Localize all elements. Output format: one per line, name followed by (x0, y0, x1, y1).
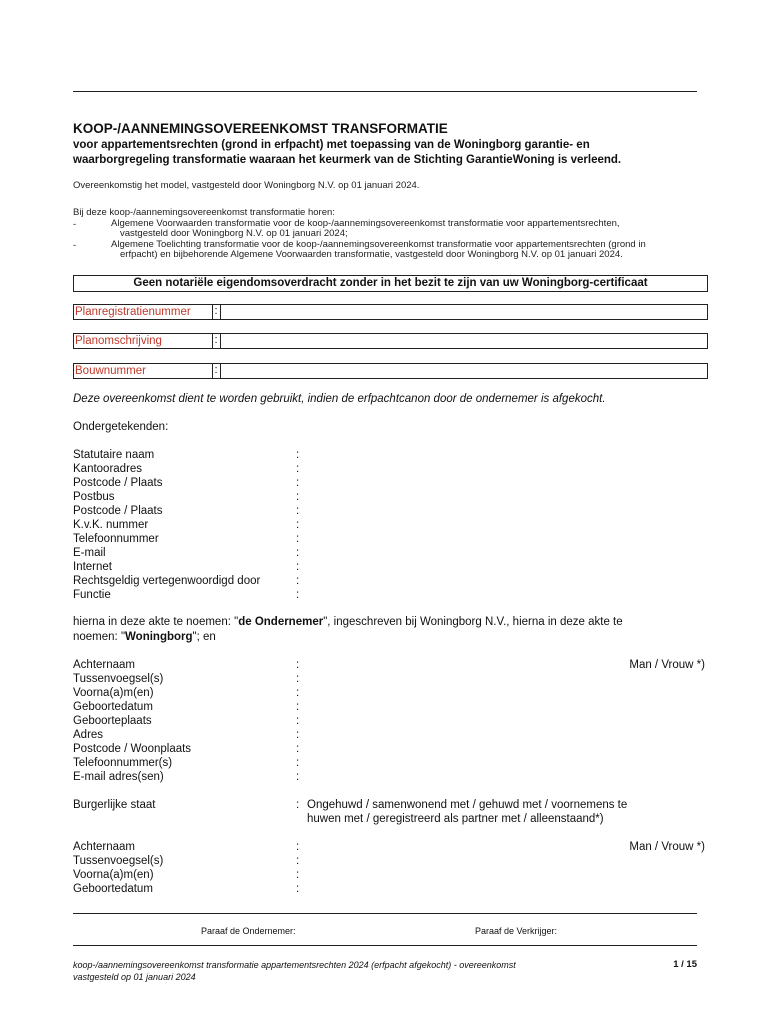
row-label: Achternaam (73, 659, 136, 671)
marital-status-line: huwen met / geregistreerd als partner met / alleenstaand*) (307, 813, 604, 825)
row-label: Internet (73, 561, 112, 573)
hierna-line (73, 615, 705, 630)
person-row (73, 854, 705, 868)
row-label: Geboortedatum (73, 701, 153, 713)
row-colon: : (296, 743, 300, 755)
row-colon: : (296, 491, 300, 503)
row-label: Postbus (73, 491, 115, 503)
person-row (73, 672, 705, 686)
document-title: KOOP-/AANNEMINGSOVEREENKOMST TRANSFORMATIE (73, 121, 448, 136)
person-row (73, 742, 705, 756)
company-row (73, 476, 705, 490)
paraaf-divider-bottom (73, 945, 697, 946)
row-label: Burgerlijke staat (73, 799, 156, 811)
attachment-line: erfpacht) en bijbehorende Algemene Voorwaarden transformatie, vastgesteld door Woningborg N.V. op 01 januari 2024. (120, 249, 623, 260)
row-colon: : (296, 771, 300, 783)
planomschrijving-input[interactable] (224, 334, 707, 348)
person-row (73, 770, 705, 784)
field-bouwnummer (73, 363, 708, 379)
row-colon: : (296, 841, 300, 853)
text-segment: ", ingeschreven bij Woningborg N.V., hierna in deze akte te (323, 616, 623, 628)
subtitle-line: waarborgregeling transformatie waaraan het keurmerk van de Stichting GarantieWoning is verleend. (73, 154, 622, 166)
row-label: K.v.K. nummer (73, 519, 149, 531)
row-label: Telefoonnummer (73, 533, 159, 545)
attachment-item (111, 240, 711, 260)
person-row (73, 840, 705, 854)
row-label: E-mail (73, 547, 106, 559)
company-row (73, 462, 705, 476)
field-colon: : (212, 305, 221, 319)
attachment-item (111, 219, 711, 239)
erfpacht-note: Deze overeenkomst dient te worden gebruikt, indien de erfpachtcanon door de ondernemer is afgekocht. (73, 393, 606, 405)
gender-choice[interactable]: Man / Vrouw *) (629, 659, 705, 671)
subtitle-line: voor appartementsrechten (grond in erfpacht) met toepassing van de Woningborg garantie- en (73, 139, 590, 151)
company-row (73, 588, 705, 602)
field-planregistratienummer (73, 304, 708, 320)
person-row (73, 658, 705, 672)
attachment-line: Algemene Toelichting transformatie voor de koop-/aannemingsovereenkomst transformatie voor appartementsrechten (grond in (111, 239, 646, 250)
person-row (73, 756, 705, 770)
row-label: Statutaire naam (73, 449, 155, 461)
row-label: Kantooradres (73, 463, 143, 475)
text-segment: noemen: " (73, 631, 126, 643)
paraaf-verkrijger: Paraaf de Verkrijger: (475, 926, 558, 936)
person-row (73, 728, 705, 742)
ondernemer-term: de Ondernemer (238, 616, 324, 628)
person-row (73, 700, 705, 714)
company-row (73, 518, 705, 532)
row-label: Adres (73, 729, 104, 741)
row-colon: : (296, 575, 300, 587)
row-label: Postcode / Woonplaats (73, 743, 192, 755)
marital-status-line: Ongehuwd / samenwonend met / gehuwd met / voornemens te (307, 799, 628, 811)
bouwnummer-input[interactable] (224, 364, 707, 378)
row-label: Postcode / Plaats (73, 505, 163, 517)
row-colon: : (296, 463, 300, 475)
footer-line: vastgesteld op 01 januari 2024 (73, 972, 196, 982)
row-label: Postcode / Plaats (73, 477, 163, 489)
row-colon: : (296, 547, 300, 559)
hierna-line (73, 630, 705, 645)
row-colon: : (296, 869, 300, 881)
attachment-bullet: - (73, 219, 77, 230)
row-colon: : (296, 729, 300, 741)
row-colon: : (296, 519, 300, 531)
row-label: Geboortedatum (73, 883, 153, 895)
ondergetekenden-heading: Ondergetekenden: (73, 421, 169, 433)
row-label: Geboorteplaats (73, 715, 152, 727)
field-colon: : (212, 334, 221, 348)
row-colon: : (296, 799, 300, 811)
woningborg-term: Woningborg (125, 631, 193, 643)
person-row (73, 714, 705, 728)
row-colon: : (296, 687, 300, 699)
row-colon: : (296, 883, 300, 895)
row-label: Voorna(a)m(en) (73, 687, 154, 699)
planregistratienummer-input[interactable] (224, 305, 707, 319)
row-colon: : (296, 505, 300, 517)
attachment-line: Algemene Voorwaarden transformatie voor de koop-/aannemingsovereenkomst transformatie voor appartementsrechten, (111, 218, 620, 229)
footer-text (73, 959, 633, 983)
model-statement: Overeenkomstig het model, vastgesteld door Woningborg N.V. op 01 januari 2024. (73, 180, 420, 191)
document-subtitle (73, 138, 703, 168)
field-label: Bouwnummer (74, 364, 213, 378)
certificate-notice: Geen notariële eigendomsoverdracht zonder in het bezit te zijn van uw Woningborg-certificaat (73, 275, 708, 292)
burgerlijke-staat-row (73, 798, 705, 828)
gender-choice[interactable]: Man / Vrouw *) (629, 841, 705, 853)
marital-status-options[interactable] (307, 798, 627, 826)
person-row (73, 686, 705, 700)
row-label: Rechtsgeldig vertegenwoordigd door (73, 575, 261, 587)
hierna-paragraph (73, 615, 705, 645)
row-label: Functie (73, 589, 111, 601)
row-label: Tussenvoegsel(s) (73, 855, 164, 867)
row-colon: : (296, 449, 300, 461)
row-colon: : (296, 533, 300, 545)
row-label: Tussenvoegsel(s) (73, 673, 164, 685)
row-colon: : (296, 561, 300, 573)
page-number: 1 / 15 (673, 959, 697, 970)
row-label: Voorna(a)m(en) (73, 869, 154, 881)
row-colon: : (296, 757, 300, 769)
text-segment: hierna in deze akte te noemen: " (73, 616, 239, 628)
paraaf-divider-top (73, 913, 697, 914)
company-row (73, 574, 705, 588)
field-planomschrijving (73, 333, 708, 349)
company-row (73, 490, 705, 504)
field-colon: : (212, 364, 221, 378)
row-colon: : (296, 855, 300, 867)
attachment-bullet: - (73, 240, 77, 251)
text-segment: "; en (192, 631, 216, 643)
row-label: Telefoonnummer(s) (73, 757, 173, 769)
field-label: Planregistratienummer (74, 305, 213, 319)
field-label: Planomschrijving (74, 334, 213, 348)
row-colon: : (296, 477, 300, 489)
attachment-line: vastgesteld door Woningborg N.V. op 01 januari 2024; (120, 228, 348, 239)
row-label: E-mail adres(sen) (73, 771, 164, 783)
footer-line: koop-/aannemingsovereenkomst transformatie appartementsrechten 2024 (erfpacht afgekocht) - overeenkomst (73, 960, 516, 970)
row-colon: : (296, 715, 300, 727)
row-colon: : (296, 589, 300, 601)
company-row (73, 448, 705, 462)
company-row (73, 504, 705, 518)
company-row (73, 532, 705, 546)
row-colon: : (296, 673, 300, 685)
person-row (73, 882, 705, 896)
top-divider (73, 91, 697, 92)
person-row (73, 868, 705, 882)
row-colon: : (296, 701, 300, 713)
company-row (73, 546, 705, 560)
attachments-intro: Bij deze koop-/aannemingsovereenkomst transformatie horen: (73, 207, 335, 218)
company-row (73, 560, 705, 574)
paraaf-ondernemer: Paraaf de Ondernemer: (201, 926, 296, 936)
row-label: Achternaam (73, 841, 136, 853)
row-colon: : (296, 659, 300, 671)
